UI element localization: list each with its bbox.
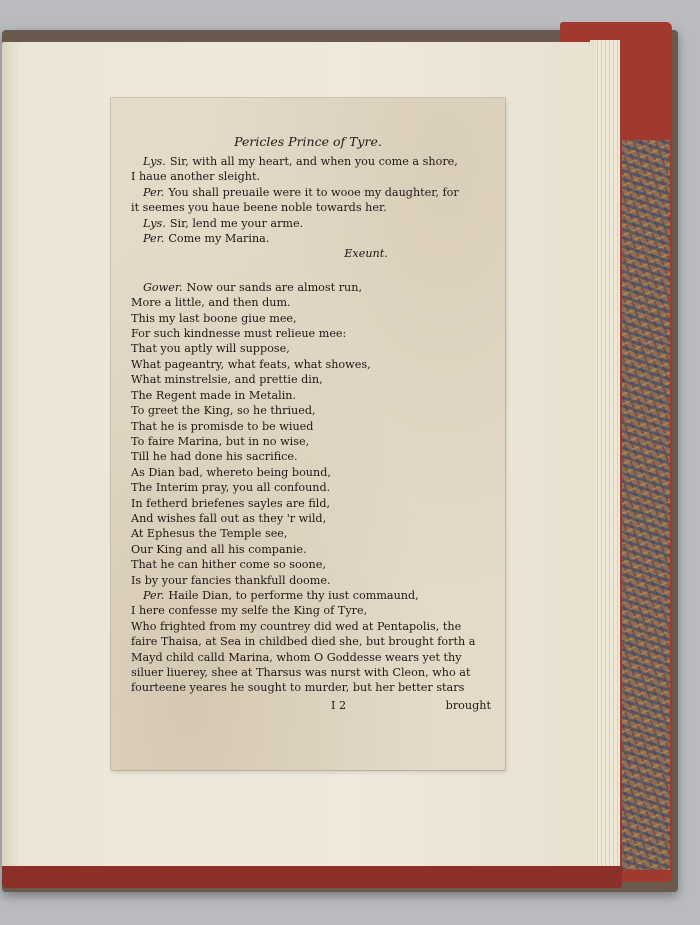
text-line xyxy=(131,295,491,310)
text-line xyxy=(131,326,491,341)
text-line xyxy=(131,311,491,326)
text-line xyxy=(131,573,491,588)
line-text: For such kindnesse must relieue mee: xyxy=(131,327,347,341)
line-text: That he can hither come so soone, xyxy=(131,558,326,572)
speaker-label: Lys. xyxy=(143,216,166,230)
text-line xyxy=(131,357,491,372)
line-text: To greet the King, so he thriued, xyxy=(131,404,316,418)
text-line xyxy=(131,388,491,403)
text-block xyxy=(131,132,491,713)
line-text: That you aptly will suppose, xyxy=(131,342,290,356)
line-text: fourteene yeares he sought to murder, but her better stars xyxy=(131,681,465,695)
speaker-label: Per. xyxy=(143,232,165,246)
text-line xyxy=(131,280,491,295)
printed-leaf xyxy=(111,98,505,770)
text-line xyxy=(131,185,491,200)
text-line xyxy=(131,557,491,572)
stage-direction: Exeunt. xyxy=(344,247,388,261)
text-line xyxy=(131,465,491,480)
text-line xyxy=(131,496,491,511)
catchword: brought xyxy=(445,698,491,712)
text-line xyxy=(131,680,491,695)
line-text: it seemes you haue beene noble towards her. xyxy=(131,201,387,215)
line-text: You shall preuaile were it to wooe my daughter, for xyxy=(168,185,459,199)
text-line xyxy=(131,480,491,495)
line-text: Who frighted from my countrey did wed at Pentapolis, the xyxy=(131,619,462,633)
text-line xyxy=(131,542,491,557)
text-line xyxy=(131,665,491,680)
gower-verse xyxy=(131,280,491,588)
line-text: Till he had done his sacrifice. xyxy=(131,450,298,464)
line-text: Haile Dian, to performe thy iust commaund, xyxy=(168,588,419,602)
line-text: The Regent made in Metalin. xyxy=(131,388,297,402)
line-text: Sir, lend me your arme. xyxy=(169,216,304,230)
text-line xyxy=(131,231,491,246)
text-line xyxy=(131,619,491,634)
line-text: What pageantry, what feats, what showes, xyxy=(131,357,371,371)
line-text: Mayd child calld Marina, whom O Goddesse wears yet thy xyxy=(131,650,462,664)
line-text: Is by your fancies thankfull doome. xyxy=(131,573,331,587)
speaker-label: Lys. xyxy=(143,155,166,168)
text-line xyxy=(131,216,491,231)
signature-mark: I 2 xyxy=(331,698,347,712)
line-text: This my last boone giue mee, xyxy=(131,311,297,325)
book-cover-bottom xyxy=(2,866,622,888)
text-line xyxy=(131,603,491,618)
text-line xyxy=(131,403,491,418)
speaker-label: Per. xyxy=(143,588,165,602)
line-text: Our King and all his companie. xyxy=(131,542,307,556)
text-line xyxy=(131,588,491,603)
line-text: faire Thaisa, at Sea in childbed died she, but brought forth a xyxy=(131,635,476,649)
line-text: I here confesse my selfe the King of Tyre, xyxy=(131,604,368,618)
text-line xyxy=(131,449,491,464)
marbled-edge xyxy=(622,140,670,870)
text-line xyxy=(131,341,491,356)
page-title: Pericles Prince of Tyre. xyxy=(234,134,382,149)
page-footer xyxy=(131,698,491,713)
line-text: More a little, and then dum. xyxy=(131,296,291,310)
dialogue-section xyxy=(131,154,491,246)
line-text: To faire Marina, but in no wise, xyxy=(131,434,310,448)
line-text: The Interim pray, you all confound. xyxy=(131,481,331,495)
line-text: That he is promisde to be wiued xyxy=(131,419,314,433)
line-text: As Dian bad, whereto being bound, xyxy=(131,465,331,479)
line-text: Come my Marina. xyxy=(168,232,270,246)
line-text: Sir, with all my heart, and when you come a shore, xyxy=(169,155,458,168)
text-line xyxy=(131,650,491,665)
line-text: Now our sands are almost run, xyxy=(186,280,363,294)
line-text: At Ephesus the Temple see, xyxy=(131,527,288,541)
text-line xyxy=(131,511,491,526)
text-line xyxy=(131,169,491,184)
text-line xyxy=(131,634,491,649)
speaker-label: Per. xyxy=(143,185,165,199)
line-text: What minstrelsie, and prettie din, xyxy=(131,373,323,387)
text-line xyxy=(131,372,491,387)
line-text: I haue another sleight. xyxy=(131,170,261,184)
line-text: And wishes fall out as they 'r wild, xyxy=(131,511,327,525)
text-line xyxy=(131,526,491,541)
line-text: siluer liuerey, shee at Tharsus was nurst with Cleon, who at xyxy=(131,666,471,679)
prose-section xyxy=(131,588,491,696)
text-line xyxy=(131,434,491,449)
line-text: In fetherd briefenes sayles are fild, xyxy=(131,496,331,510)
text-line xyxy=(131,200,491,215)
text-line xyxy=(131,154,491,169)
text-line xyxy=(131,419,491,434)
speaker-label: Gower. xyxy=(143,280,183,294)
